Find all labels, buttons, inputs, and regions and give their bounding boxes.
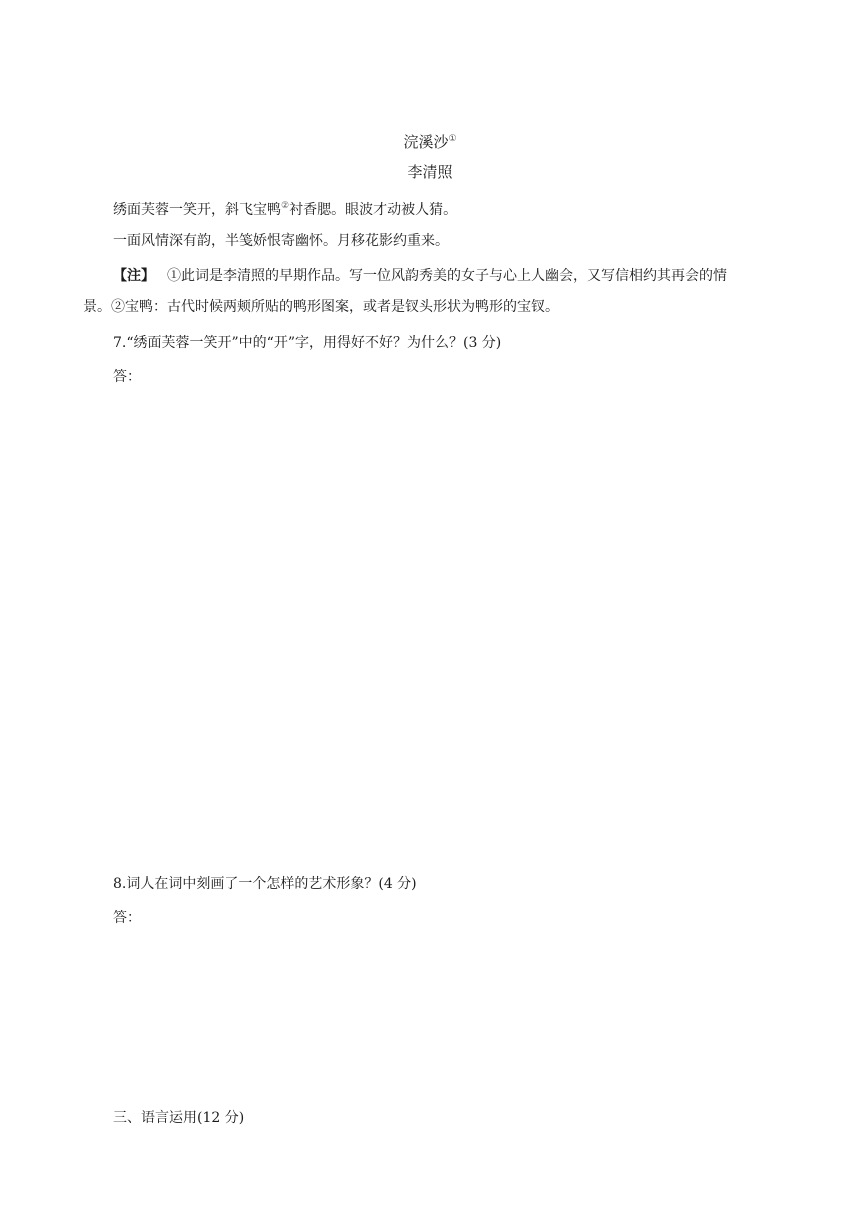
poem-line-1-part-b: 衬香腮。眼波才动被人猜。 [289, 202, 458, 218]
poem-title-text: 浣溪沙 [403, 133, 449, 151]
poem-line-1-part-a: 绣面芙蓉一笑开，斜飞宝鸭 [113, 202, 281, 218]
notes-label: 【注】 [113, 268, 155, 284]
poem-line-1 [113, 196, 457, 220]
poem-author: 李清照 [407, 163, 453, 181]
section-3-heading: 三、语言运用(12 分) [113, 1110, 245, 1126]
poem-title [0, 129, 860, 152]
notes-line-2: 景。②宝鸭：古代时候两颊所贴的鸭形图案，或者是钗头形状为鸭形的宝钗。 [83, 299, 559, 315]
notes-text-1: ①此词是李清照的早期作品。写一位风韵秀美的女子与心上人幽会，又写信相约其再会的情 [167, 268, 727, 284]
question-8: 8.词人在词中刻画了一个怎样的艺术形象？(4 分) [113, 876, 417, 892]
question-7: 7.“绣面芙蓉一笑开”中的“开”字，用得好不好？为什么？(3 分) [113, 335, 502, 351]
poem-line-2: 一面风情深有韵，半笺娇恨寄幽怀。月移花影约重来。 [113, 233, 449, 249]
answer-label-7: 答： [113, 369, 141, 385]
title-footnote-marker: ① [448, 134, 457, 144]
notes-line-1 [113, 266, 727, 286]
answer-label-8: 答： [113, 910, 141, 926]
line-footnote-marker: ② [281, 201, 290, 211]
